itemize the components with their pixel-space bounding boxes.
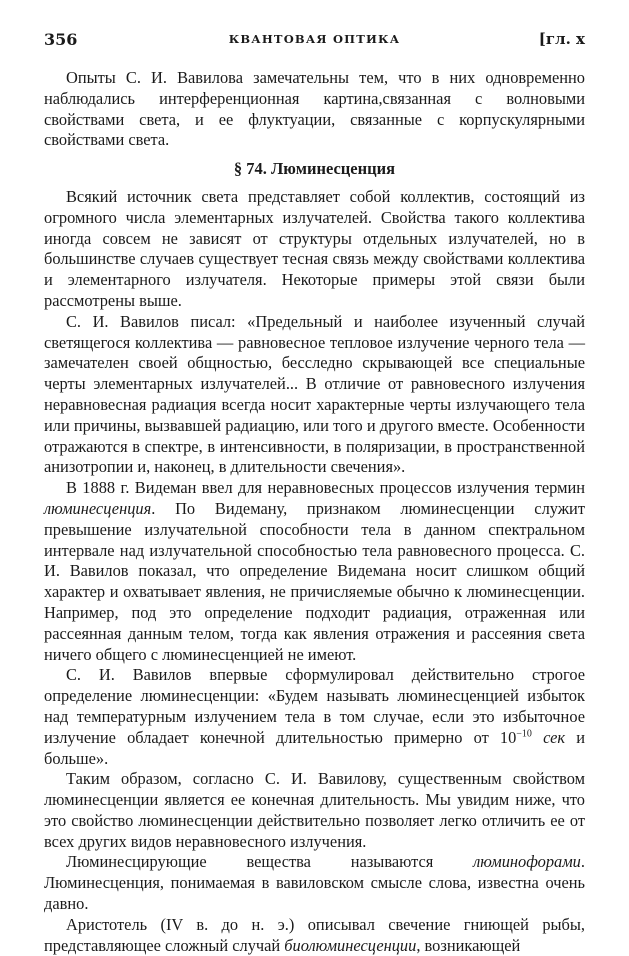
body-text	[44, 68, 585, 956]
term-luminophores: люминофорами	[473, 852, 581, 872]
exponent: −10	[516, 728, 532, 740]
term-luminescence: люминесценция	[44, 498, 152, 518]
paragraph-1: Всякий источник света представляет собой коллектив, состоящий из огромного числа элементарных излучателей. Свойства такого коллектива иногда совсем не зависят от структуры отдельных излучателей, но в большинстве случаев существует тесная связь между свойствами коллектива и элементарного излучателя. Некоторые примеры этой связи были рассмотрены выше.	[44, 186, 585, 310]
paragraph-7-text-a: Аристотель (IV в. до н. э.) описывал свечение гниющей рыбы, представляющее сложный случай	[44, 914, 585, 955]
paragraph-3-text-b: . По Видеману, признаком люминесценции служит превышение излучательной способности тела в данном спектральном интервале над излучательной способностью тела равновесного процесса. С. И. Вавилов показал, что определение Видемана носит слишком общий характер и охватывает явления, не причисляемые обычно к люминесценции. Например, под это определение подходит радиация, отраженная или рассеянная данным телом, тогда как явления отражения и рассеяния света ничего общего с люминесценцией не имеют.	[44, 498, 585, 664]
running-header	[44, 30, 585, 56]
chapter-marker: [гл. x	[538, 30, 585, 48]
paragraph-6-text-a: Люминесцирующие вещества называются	[66, 852, 474, 872]
section-title: § 74. Люминесценция	[233, 159, 396, 179]
paragraph-7-text-b: , возникающей	[416, 935, 521, 955]
paragraph-4-text-b: и больше».	[44, 727, 585, 768]
page-number: 356	[44, 30, 78, 49]
paragraph-4-text-a: С. И. Вавилов впервые сформулировал действительно строгое определение люминесценции: «Будем называть люминесценцией избыток над температурным излучением тела в том случае, если это избыточное излучение обладает конечной длительностью примерно от 10	[44, 665, 585, 747]
unit-seconds: сек	[543, 727, 566, 747]
intro-paragraph: Опыты С. И. Вавилова замечательны тем, что в них одновременно наблюдались интерференционная картина,связанная с волновыми свойствами света, и ее флуктуации, связанные с корпускулярными свойствами света.	[44, 68, 585, 150]
paragraph-3-text-a: В 1888 г. Видеман ввел для неравновесных процессов излучения термин	[66, 478, 585, 498]
book-page	[44, 30, 585, 956]
paragraph-6	[44, 852, 585, 914]
term-bioluminescence: биолюминесценции	[284, 935, 417, 955]
paragraph-6-text-b: . Люминесценция, понимаемая в вавиловском смысле слова, известна очень давно.	[44, 852, 585, 914]
running-title: КВАНТОВАЯ ОПТИКА	[228, 32, 401, 46]
paragraph-3	[44, 478, 585, 665]
paragraph-5: Таким образом, согласно С. И. Вавилову, существенным свойством люминесценции является ее конечная длительность. Мы увидим ниже, что это свойство люминесценции действительно позволяет легко отличить ее от всех других видов неравновесного излучения.	[44, 769, 585, 851]
paragraph-2: С. И. Вавилов писал: «Предельный и наиболее изученный случай светящегося коллектива — равновесное тепловое излучение черного тела — замечателен своей общностью, бесследно скрывающей все специальные черты элементарных излучателей... В отличие от равновесного излучения неравновесная радиация всегда носит характерные черты излучающего тела или причины, вызвавшей радиацию, или того и другого вместе. Особенности отражаются в спектре, в интенсивности, в поляризации, в пространственной анизотропии и, наконец, в длительности свечения».	[44, 311, 585, 477]
paragraph-4	[44, 665, 585, 769]
